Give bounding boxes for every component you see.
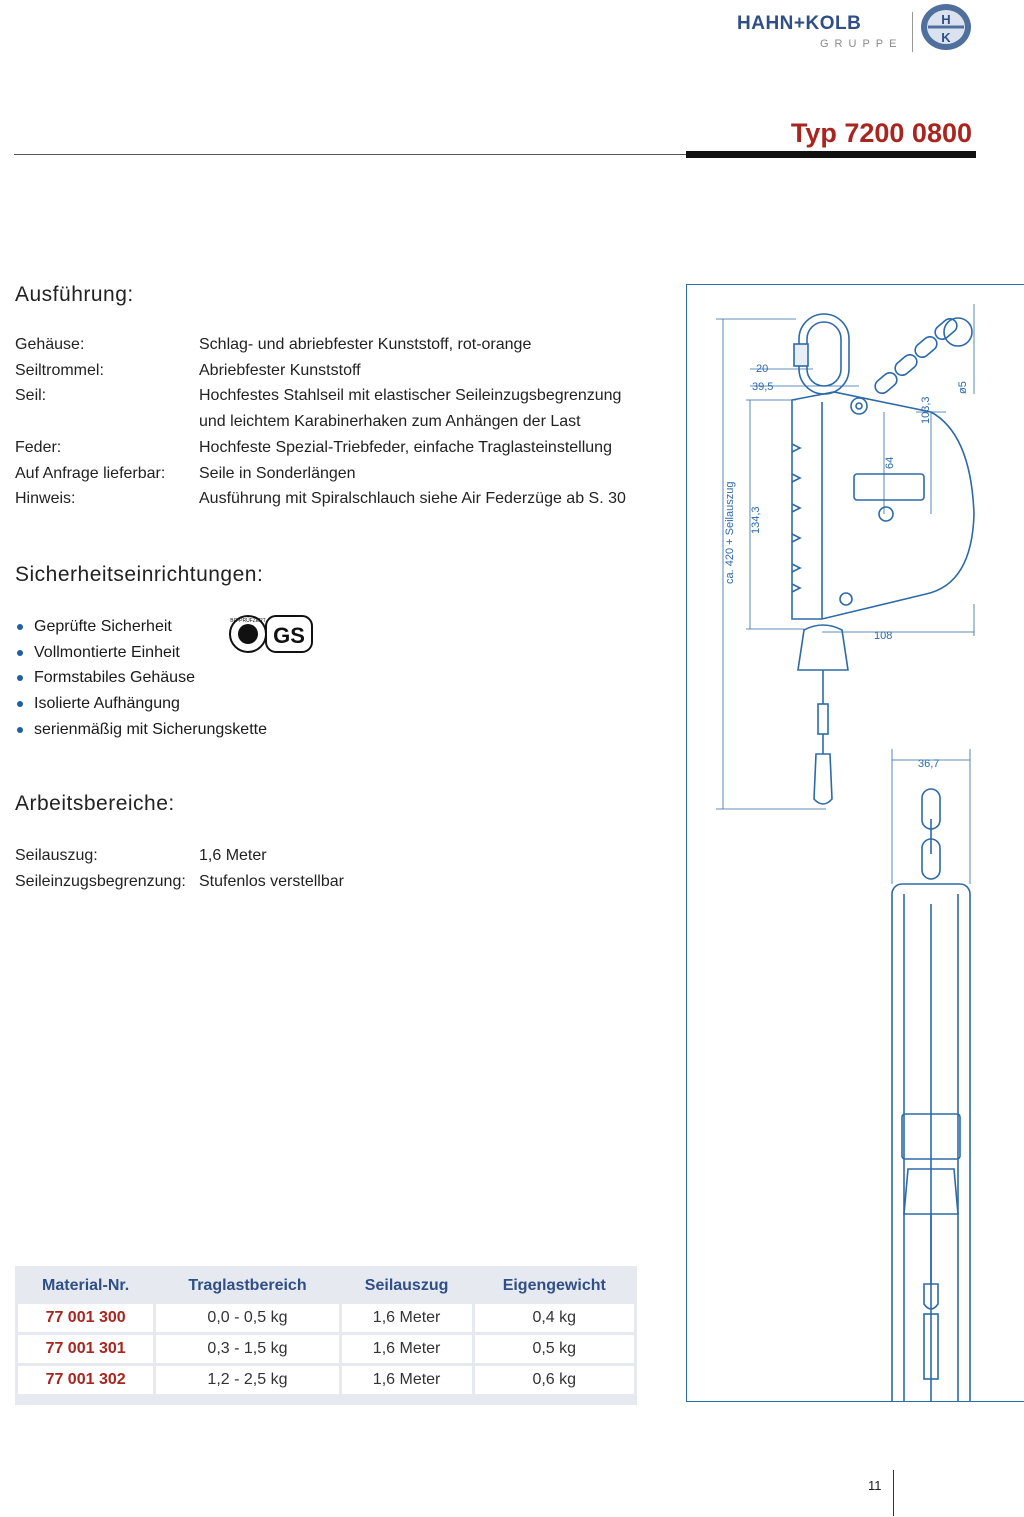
spec-key: Hinweis: [15,490,76,508]
dimension-label: ø5 [957,381,969,394]
spec-row [15,869,669,895]
spec-row [15,383,669,434]
spec-value: 1,6 Meter [199,847,267,864]
arbeitsbereiche-spec-list [15,843,669,894]
dimension-label: 20 [756,363,769,375]
table-cell: 0,3 - 1,5 kg [156,1335,338,1363]
spec-value: Abriebfester Kunststoff [199,361,361,379]
list-item: Geprüfte Sicherheit [15,614,267,640]
spec-value: Seile in Sonderlängen [199,464,356,482]
table-row [18,1304,634,1332]
page-number-rule [893,1470,894,1516]
sicherheit-heading: Sicherheitseinrichtungen: [15,563,264,586]
logo-letter-h: H [941,12,951,27]
spec-key: Seileinzugsbegrenzung: [15,872,186,890]
spec-value: Hochfeste Spezial-Triebfeder, einfache Traglasteinstellung [199,438,612,456]
table-cell: 0,4 kg [475,1304,635,1332]
table-cell: 0,5 kg [475,1335,635,1363]
list-item: Vollmontierte Einheit [15,640,267,666]
list-item: Formstabiles Gehäuse [15,665,267,691]
brand-group: GRUPPE [820,38,903,50]
dimension-label: 103,3 [920,396,932,424]
table-header-row [18,1271,634,1301]
spec-row [15,332,669,358]
spec-key: Seilauszug: [15,847,98,864]
spec-key: Seil: [15,387,47,405]
material-number: 77 001 300 [18,1304,153,1332]
spec-key: Feder: [15,438,62,456]
logo-separator [912,12,913,52]
cert-left-text: BG-PRÜFZERT [230,618,266,624]
dimension-label: 134,3 [750,506,762,534]
spec-value: Hochfestes Stahlseil mit elastischer Seileinzugsbegrenzung und leichtem Karabinerhaken zum Anhängen der Last [199,387,622,431]
column-header: Traglastbereich [156,1271,338,1301]
table-cell: 1,6 Meter [342,1335,472,1363]
spec-value: Stufenlos verstellbar [199,872,344,890]
front-chain-icon [922,789,940,879]
housing-outline [792,392,974,619]
material-number: 77 001 301 [18,1335,153,1363]
column-header: Eigengewicht [475,1271,635,1301]
list-item: Isolierte Aufhängung [15,691,267,717]
technical-drawing [686,284,1024,1402]
snap-hook-icon [814,734,832,804]
page-number: 11 [868,1478,882,1493]
list-item: serienmäßig mit Sicherungskette [15,717,267,743]
arbeitsbereiche-heading: Arbeitsbereiche: [15,792,175,815]
table-row [18,1335,634,1363]
dimension-label: ca. 420 + Seilauszug [724,481,736,584]
ausfuehrung-spec-list [15,332,669,512]
table-cell: 1,6 Meter [342,1304,472,1332]
spec-value: Ausführung mit Spiralschlauch siehe Air Federzüge ab S. 30 [199,490,626,508]
table-cell: 1,2 - 2,5 kg [156,1366,338,1394]
column-header: Seilauszug [342,1271,472,1301]
hk-logo-icon [918,2,974,52]
dimension-label: 108 [874,630,893,642]
table-cell: 1,6 Meter [342,1366,472,1394]
spec-key: Seiltrommel: [15,361,104,379]
table-cell: 0,0 - 0,5 kg [156,1304,338,1332]
spec-key: Gehäuse: [15,336,85,353]
spec-row [15,843,669,869]
table-row [18,1366,634,1394]
dimension-label: 36,7 [918,758,940,770]
spec-row [15,435,669,461]
spec-row [15,461,669,487]
spec-row [15,358,669,384]
product-table [15,1266,637,1405]
logo-letter-k: K [941,30,951,45]
spec-key: Auf Anfrage lieferbar: [15,464,166,482]
dimension-label: 39,5 [752,381,774,393]
spec-row [15,486,669,512]
brand-name: HAHN+KOLB [737,13,862,34]
page-title: Typ 7200 0800 [790,118,972,148]
cert-right-text: GS [273,623,305,648]
column-header: Material-Nr. [18,1271,153,1301]
header-rule-accent [686,151,976,158]
material-number: 77 001 302 [18,1366,153,1394]
dimension-label: 64 [884,456,896,469]
spec-value: Schlag- und abriebfester Kunststoff, rot-orange [199,336,532,353]
ausfuehrung-heading: Ausführung: [15,283,134,306]
table-cell: 0,6 kg [475,1366,635,1394]
certification-seal-icon [228,614,314,656]
